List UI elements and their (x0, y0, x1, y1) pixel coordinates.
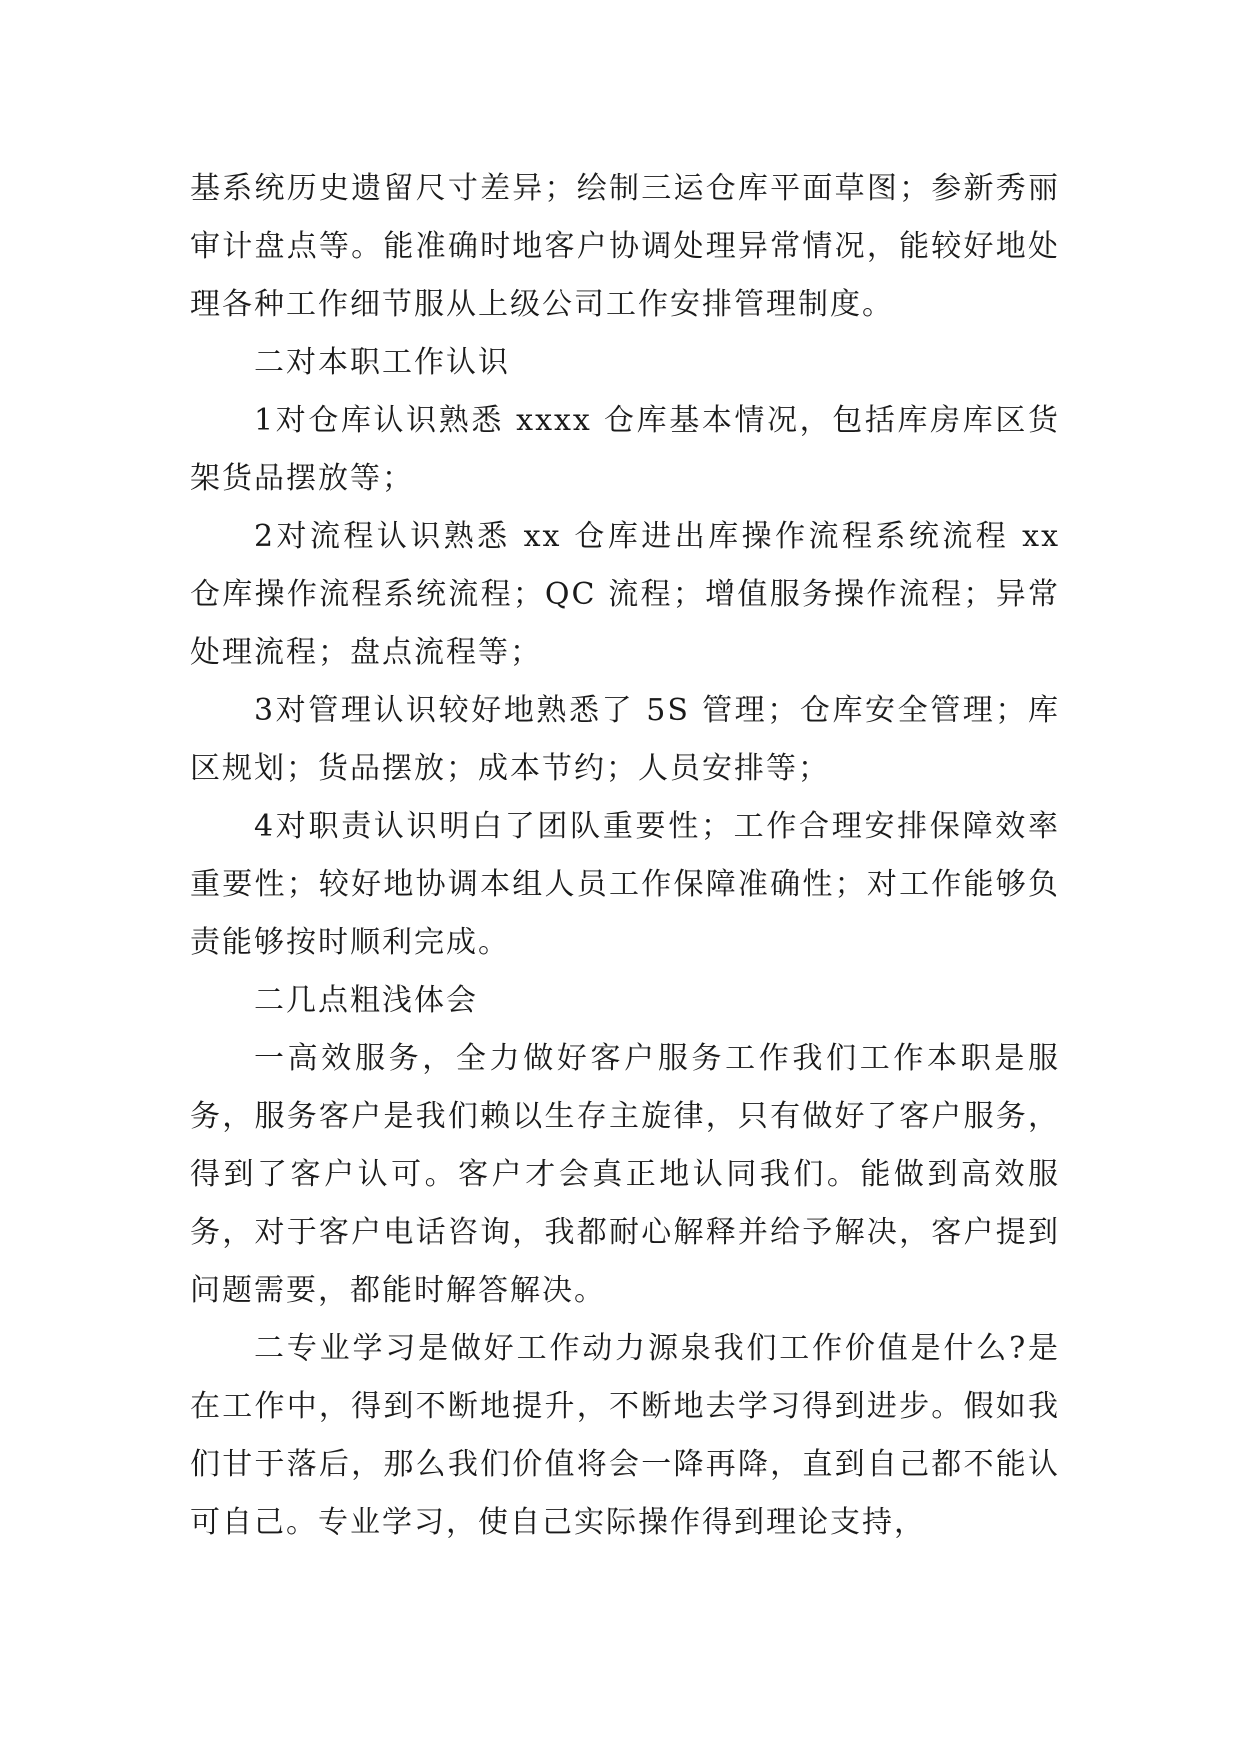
paragraph-management-understanding: 3对管理认识较好地熟悉了 5S 管理；仓库安全管理；库区规划；货品摆放；成本节约；人员安排等； (190, 693, 1060, 786)
paragraph-1: 基系统历史遗留尺寸差异；绘制三运仓库平面草图；参新秀丽审计盘点等。能准确时地客户协调处理异常情况，能较好地处理各种工作细节服从上级公司工作安排管理制度。 (190, 171, 1060, 322)
paragraph-responsibility-understanding: 4对职责认识明白了团队重要性；工作合理安排保障效率重要性；较好地协调本组人员工作保障准确性；对工作能够负责能够按时顺利完成。 (190, 809, 1060, 960)
paragraph-professional-learning: 二专业学习是做好工作动力源泉我们工作价值是什么?是在工作中，得到不断地提升，不断地去学习得到进步。假如我们甘于落后，那么我们价值将会一降再降，直到自己都不能认可自己。专业学习，使自己实际操作得到理论支持， (190, 1331, 1060, 1540)
paragraph-efficient-service: 一高效服务，全力做好客户服务工作我们工作本职是服务，服务客户是我们赖以生存主旋律，只有做好了客户服务，得到了客户认可。客户才会真正地认同我们。能做到高效服务，对于客户电话咨询，我都耐心解释并给予解决，客户提到问题需要，都能时解答解决。 (190, 1041, 1060, 1308)
document-body (190, 160, 1060, 1552)
section-heading-job-understanding: 二对本职工作认识 (254, 345, 510, 380)
section-heading-experiences: 二几点粗浅体会 (254, 983, 478, 1018)
paragraph-warehouse-understanding: 1对仓库认识熟悉 xxxx 仓库基本情况，包括库房库区货架货品摆放等； (190, 403, 1060, 496)
paragraph-process-understanding: 2对流程认识熟悉 xx 仓库进出库操作流程系统流程 xx 仓库操作流程系统流程；QC 流程；增值服务操作流程；异常处理流程；盘点流程等； (190, 519, 1060, 670)
